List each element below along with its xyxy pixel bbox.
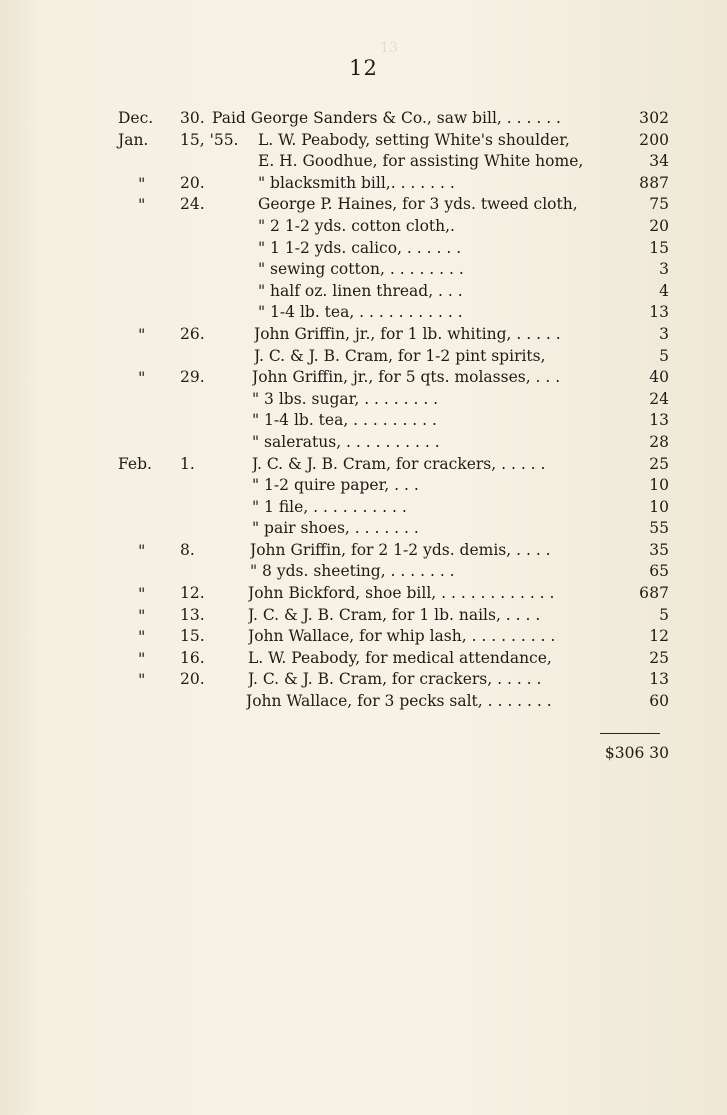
- entry-description: John Griffin, jr., for 5 qts. molasses, . . .: [252, 368, 561, 387]
- entry-cents: 5: [659, 346, 669, 365]
- entry-cents: 3: [659, 324, 669, 343]
- entry-day: 26.: [180, 324, 205, 343]
- entry-description: John Griffin, jr., for 1 lb. whiting, . . . . .: [254, 324, 561, 343]
- entry-dollars: 2: [639, 130, 649, 149]
- ledger-row: [0, 346, 727, 368]
- entry-day: 29.: [180, 368, 205, 387]
- entry-cents: 65: [649, 562, 669, 581]
- entry-day: 15.: [180, 627, 205, 646]
- entry-cents: 55: [649, 519, 669, 538]
- ledger-row: [0, 173, 727, 195]
- ledger-row: [0, 410, 727, 432]
- entry-description: " 1 file, . . . . . . . . . .: [252, 497, 407, 516]
- ledger-row: [0, 259, 727, 281]
- entry-cents: 10: [649, 476, 669, 495]
- entry-cents: 4: [659, 281, 669, 300]
- entry-cents: 87: [649, 584, 669, 603]
- ledger-row: [0, 540, 727, 562]
- ledger-row: [0, 324, 727, 346]
- entry-dollars: 3: [639, 109, 649, 127]
- ledger-row: [0, 518, 727, 540]
- bleed-through-text: 13: [380, 40, 398, 56]
- entry-description: " pair shoes, . . . . . . .: [252, 519, 419, 538]
- entry-description: John Griffin, for 2 1-2 yds. demis, . . . .: [250, 540, 551, 559]
- entry-month: ": [138, 324, 146, 344]
- entry-description: " 1-4 lb. tea, . . . . . . . . .: [252, 411, 437, 430]
- ledger-row: [0, 238, 727, 260]
- entry-day: 13.: [180, 605, 205, 624]
- ledger-row: [0, 194, 727, 216]
- ledger-row: [0, 216, 727, 238]
- entry-cents: 34: [649, 152, 669, 171]
- entry-cents: 12: [649, 627, 669, 646]
- entry-description: L. W. Peabody, setting White's shoulder,: [258, 130, 570, 149]
- ledger-row: [0, 281, 727, 303]
- entry-description: J. C. & J. B. Cram, for 1-2 pint spirits,: [254, 346, 546, 365]
- entry-description: J. C. & J. B. Cram, for 1 lb. nails, . . . .: [248, 605, 541, 624]
- ledger-row: [0, 497, 727, 519]
- entry-cents: 25: [649, 454, 669, 473]
- ledger-row: [0, 432, 727, 454]
- entry-description: " 8 yds. sheeting, . . . . . . .: [250, 562, 455, 581]
- entry-description: " half oz. linen thread, . . .: [258, 281, 463, 300]
- entry-description: " 3 lbs. sugar, . . . . . . . .: [252, 389, 439, 408]
- entry-dollars: 8: [639, 173, 649, 192]
- ledger-row: [0, 669, 727, 691]
- entry-cents: 13: [649, 670, 669, 689]
- entry-day: 1.: [180, 454, 195, 473]
- entry-day: 12.: [180, 584, 205, 603]
- ledger-row: [0, 130, 727, 152]
- ledger-row: [0, 648, 727, 670]
- entry-cents: 40: [649, 368, 669, 387]
- ledger-row: [0, 691, 727, 713]
- entry-cents: 13: [649, 411, 669, 430]
- entry-month: ": [138, 195, 146, 215]
- entry-cents: 13: [649, 303, 669, 322]
- ledger-row: [0, 475, 727, 497]
- entry-description: J. C. & J. B. Cram, for crackers, . . . . .: [252, 454, 546, 473]
- entry-description: John Wallace, for 3 pecks salt, . . . . . . .: [246, 692, 552, 711]
- entry-month: ": [138, 670, 146, 690]
- entry-cents: 87: [649, 173, 669, 192]
- entry-cents: 28: [649, 432, 669, 451]
- entry-day: 15, '55.: [180, 130, 239, 149]
- entry-month: ": [138, 605, 146, 625]
- entry-day: 24.: [180, 195, 205, 214]
- entry-description: Paid George Sanders & Co., saw bill, . . . . . .: [212, 109, 561, 127]
- ledger-row: [0, 626, 727, 648]
- entry-month: ": [138, 627, 146, 647]
- entry-description: George P. Haines, for 3 yds. tweed cloth,: [258, 195, 578, 214]
- entry-month: ": [138, 648, 146, 668]
- entry-description: " 1-2 quire paper, . . .: [252, 476, 419, 495]
- entry-description: John Bickford, shoe bill, . . . . . . . . . . . .: [248, 584, 555, 603]
- entry-month: ": [138, 173, 146, 193]
- entry-day: 20.: [180, 670, 205, 689]
- entry-cents: 5: [659, 605, 669, 624]
- ledger-table: [0, 108, 727, 713]
- entry-cents: 00: [649, 130, 669, 149]
- entry-month: Dec.: [118, 109, 154, 127]
- entry-description: " 2 1-2 yds. cotton cloth,.: [258, 216, 455, 235]
- entry-cents: 02: [649, 109, 669, 127]
- ledger-row: [0, 367, 727, 389]
- entry-cents: 24: [649, 389, 669, 408]
- ledger-row: [0, 151, 727, 173]
- entry-description: " 1 1-2 yds. calico, . . . . . .: [258, 238, 462, 257]
- entry-cents: 60: [649, 692, 669, 711]
- entry-cents: 35: [649, 540, 669, 559]
- entry-description: " blacksmith bill,. . . . . . .: [258, 173, 455, 192]
- ledger-row: [0, 454, 727, 476]
- entry-month: ": [138, 540, 146, 560]
- ledger-row: [0, 389, 727, 411]
- entry-month: Jan.: [118, 130, 149, 149]
- ledger-total: $306 30: [604, 744, 669, 762]
- entry-cents: 20: [649, 216, 669, 235]
- entry-cents: 15: [649, 238, 669, 257]
- entry-cents: 10: [649, 497, 669, 516]
- entry-description: L. W. Peabody, for medical attendance,: [248, 648, 552, 667]
- entry-description: " 1-4 lb. tea, . . . . . . . . . . .: [258, 303, 463, 322]
- entry-month: ": [138, 584, 146, 604]
- entry-cents: 75: [649, 195, 669, 214]
- entry-description: " sewing cotton, . . . . . . . .: [258, 260, 464, 279]
- page-number: 12: [349, 56, 378, 80]
- entry-dollars: 6: [639, 584, 649, 603]
- ledger-row: [0, 561, 727, 583]
- entry-cents: 3: [659, 260, 669, 279]
- ledger-row: [0, 108, 727, 130]
- entry-day: 20.: [180, 173, 205, 192]
- entry-day: 16.: [180, 648, 205, 667]
- entry-month: Feb.: [118, 454, 152, 473]
- entry-description: E. H. Goodhue, for assisting White home,: [258, 152, 584, 171]
- entry-month: ": [138, 368, 146, 388]
- entry-description: John Wallace, for whip lash, . . . . . . . . .: [248, 627, 556, 646]
- entry-day: 30.: [180, 109, 205, 127]
- entry-description: J. C. & J. B. Cram, for crackers, . . . . .: [248, 670, 542, 689]
- entry-day: 8.: [180, 540, 195, 559]
- ledger-row: [0, 302, 727, 324]
- ledger-row: [0, 605, 727, 627]
- entry-cents: 25: [649, 648, 669, 667]
- entry-description: " saleratus, . . . . . . . . . .: [252, 432, 440, 451]
- ledger-row: [0, 583, 727, 605]
- total-rule: [600, 733, 660, 734]
